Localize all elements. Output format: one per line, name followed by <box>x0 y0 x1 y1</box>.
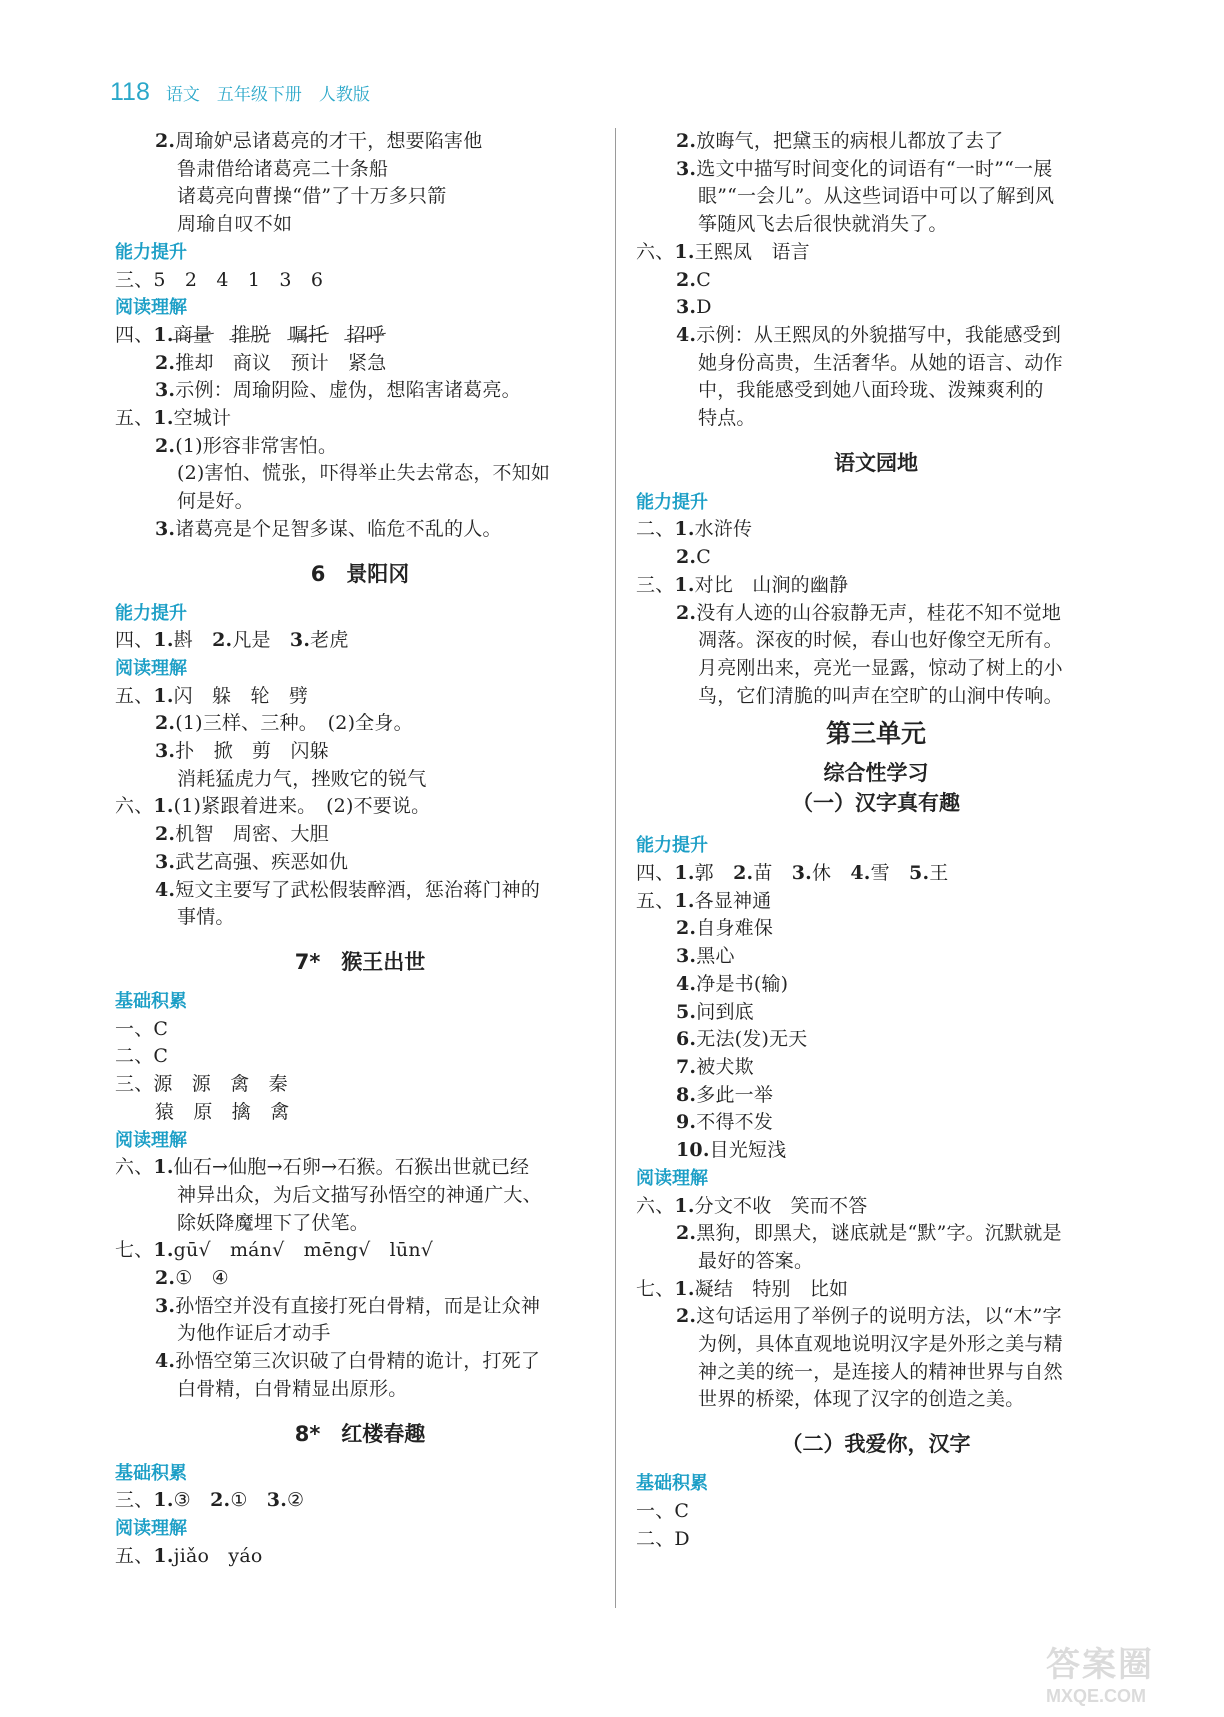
answer-text: (2)害怕、慌张，吓得举止失去常态，不知如 <box>177 462 551 485</box>
item-number: 3. <box>155 379 176 402</box>
answer-line <box>115 738 605 766</box>
item-number: 4. <box>155 1350 176 1373</box>
answer-line <box>115 183 605 211</box>
answer-line <box>636 999 1116 1027</box>
answer-line <box>636 915 1116 943</box>
item-number: 4. <box>155 878 176 901</box>
answer-text: 神之美的统一，是连接人的精神世界与自然 <box>698 1360 1063 1383</box>
answer-line <box>636 156 1116 184</box>
item-number: 1. <box>674 518 695 541</box>
answer-line <box>636 322 1116 350</box>
answer-line <box>115 156 605 184</box>
item-number: 1. <box>153 684 174 707</box>
item-number: 2. <box>155 434 176 457</box>
answer-text: 为他作证后才动手 <box>177 1322 331 1345</box>
item-number: 2. <box>676 546 697 569</box>
answer-line <box>636 572 1116 600</box>
answer-line <box>636 1526 1116 1554</box>
answer-text: 一、C <box>636 1499 690 1522</box>
answer-line <box>115 211 605 239</box>
answer-line <box>636 971 1116 999</box>
answer-line <box>636 1026 1116 1054</box>
answer-text: 猿 原 擒 禽 <box>155 1100 290 1123</box>
answer-text: 选文中描写时间变化的词语有“一时”“一展 <box>696 157 1053 180</box>
section-label: 阅读理解 <box>115 1517 187 1539</box>
answer-line <box>636 627 1116 655</box>
section-label: 能力提升 <box>115 241 187 263</box>
answer-line <box>115 433 605 461</box>
question-group-number: 四、 <box>115 629 154 652</box>
answer-line <box>115 1348 605 1376</box>
section-label: 阅读理解 <box>115 297 187 319</box>
answer-line <box>115 904 605 932</box>
answer-line <box>636 1082 1116 1110</box>
question-group-number: 五、 <box>115 684 154 707</box>
answer-text: 老虎 <box>310 629 349 652</box>
answer-line <box>115 267 605 295</box>
item-number: 1. <box>153 1156 174 1179</box>
item-number: 3. <box>155 1294 176 1317</box>
answer-text: 郭 <box>694 862 734 885</box>
item-number: 3. <box>155 517 176 540</box>
lesson-heading: （二）我爱你，汉字 <box>781 1432 971 1457</box>
answer-text: ③ <box>173 1489 211 1512</box>
answer-text: jiǎo yáo <box>173 1544 263 1567</box>
item-number: 10. <box>676 1139 710 1162</box>
answer-text: 空城计 <box>173 407 232 430</box>
answer-text: 闪 躲 轮 劈 <box>173 684 309 707</box>
answer-text: 仙石→仙胞→石卵→石猴。石猴出世就已经 <box>173 1156 530 1179</box>
item-number: 3. <box>289 629 311 652</box>
column-divider <box>615 128 616 1608</box>
answer-text: 黑狗，即黑犬，谜底就是“默”字。沉默就是 <box>696 1222 1062 1245</box>
answer-text: 雪 <box>870 862 910 885</box>
answer-text: 诸葛亮是个足智多谋、临危不乱的人。 <box>175 517 502 540</box>
item-number: 5. <box>676 1000 697 1023</box>
answer-line <box>636 943 1116 971</box>
item-number: 2. <box>155 712 176 735</box>
item-number: 2. <box>676 1305 697 1328</box>
item-number: 2. <box>155 351 176 374</box>
answer-text: 凝结 特别 比如 <box>694 1277 849 1300</box>
answer-line <box>115 1487 605 1515</box>
question-group-number: 六、 <box>115 795 154 818</box>
item-number: 1. <box>674 1277 695 1300</box>
section-label: 基础积累 <box>115 990 187 1012</box>
answer-text: (1)紧跟着进来。 (2)不要说。 <box>173 795 431 818</box>
item-number: 2. <box>676 268 697 291</box>
question-group-number: 五、 <box>115 407 154 430</box>
answer-text: 示例：周瑜阴险、虚伪，想陷害诸葛亮。 <box>175 379 521 402</box>
answer-line <box>115 1099 605 1127</box>
answer-line <box>115 350 605 378</box>
answer-text: 中，我能感受到她八面玲珑、泼辣爽利的 <box>698 379 1044 402</box>
right-column <box>636 128 1116 1553</box>
lesson-heading: 8* 红楼春趣 <box>294 1421 426 1446</box>
answer-line <box>636 683 1116 711</box>
answer-line <box>115 766 605 794</box>
section-label: 阅读理解 <box>636 1167 708 1189</box>
answer-line <box>636 211 1116 239</box>
question-group-number: 六、 <box>115 1156 154 1179</box>
answer-line <box>636 1137 1116 1165</box>
answer-text: 白骨精，白骨精显出原形。 <box>177 1377 408 1400</box>
answer-text: 放晦气，把黛玉的病根儿都放了去了 <box>696 130 1004 152</box>
item-number: 3. <box>676 296 697 319</box>
section-label: 基础积累 <box>115 1462 187 1484</box>
item-number: 1. <box>153 407 174 430</box>
item-number: 4. <box>676 323 697 346</box>
answer-line <box>636 1498 1116 1526</box>
answer-line <box>115 1265 605 1293</box>
answer-text: 王 <box>929 862 949 885</box>
item-number: 2. <box>210 1489 231 1512</box>
struck-word: 商量 <box>174 322 212 350</box>
answer-text: 孙悟空并没有直接打死白骨精，而是让众神 <box>175 1294 541 1317</box>
question-group-number: 七、 <box>115 1239 154 1262</box>
watermark-url: MXQE.COM <box>1046 1686 1147 1706</box>
item-number: 9. <box>676 1111 697 1134</box>
answer-text: 三、5 2 4 1 3 6 <box>115 268 324 291</box>
sub-heading: 综合性学习 <box>823 761 929 786</box>
item-number: 2. <box>155 130 176 152</box>
section-label: 阅读理解 <box>115 1129 187 1151</box>
answer-text: 世界的桥梁，体现了汉字的创造之美。 <box>698 1388 1025 1411</box>
question-group-number: 三、 <box>115 1489 154 1512</box>
item-number: 2. <box>212 629 233 652</box>
answer-line <box>115 627 605 655</box>
item-number: 2. <box>155 1267 176 1290</box>
unit-heading: 第三单元 <box>825 719 926 749</box>
answer-text: C <box>696 546 711 569</box>
page-header <box>110 78 370 112</box>
answer-line <box>636 544 1116 572</box>
item-number: 2. <box>733 862 754 885</box>
answer-text: 这句话运用了举例子的说明方法，以“木”字 <box>696 1305 1062 1328</box>
answer-line <box>636 128 1116 156</box>
answer-text: 扑 掀 剪 闪躲 <box>175 740 329 763</box>
question-group-number: 四、 <box>115 323 154 346</box>
answer-line <box>636 183 1116 211</box>
answer-line <box>115 488 605 516</box>
answer-line <box>636 600 1116 628</box>
answer-text: 诸葛亮向曹操“借”了十万多只箭 <box>177 185 447 208</box>
answer-line <box>115 683 605 711</box>
item-number: 1. <box>674 889 695 912</box>
answer-text: 王熙凤 语言 <box>694 240 810 263</box>
item-number: 2. <box>676 130 697 152</box>
answer-text: 孙悟空第三次识破了白骨精的诡计，打死了 <box>175 1350 541 1373</box>
answer-line <box>115 128 605 156</box>
item-number: 2. <box>676 601 697 624</box>
answer-text: 推却 商议 预计 紧急 <box>175 351 387 374</box>
answer-text: 鲁肃借给诸葛亮二十条船 <box>177 157 389 180</box>
answer-line <box>115 1043 605 1071</box>
watermark-text: 答案圈 <box>1046 1645 1154 1685</box>
answer-line <box>636 888 1116 916</box>
answer-text: 为例，具体直观地说明汉字是外形之美与精 <box>698 1333 1063 1356</box>
answer-text: 斟 <box>173 629 213 652</box>
question-group-number: 三、 <box>636 573 675 596</box>
answer-line <box>636 1109 1116 1137</box>
answer-text: 特点。 <box>698 407 756 430</box>
answer-line <box>636 377 1116 405</box>
answer-text: 何是好。 <box>177 490 254 513</box>
answer-line <box>115 821 605 849</box>
item-number: 3. <box>155 740 176 763</box>
item-number: 3. <box>155 850 176 873</box>
answer-text: ① ④ <box>175 1267 229 1290</box>
struck-word: 推脱 <box>231 322 269 350</box>
answer-line <box>115 877 605 905</box>
question-group-number: 七、 <box>636 1277 675 1300</box>
answer-text: 黑心 <box>696 945 735 968</box>
answer-text: 苗 <box>753 862 792 885</box>
item-number: 5. <box>909 862 930 885</box>
answer-text: 分文不收 笑而不答 <box>694 1194 868 1217</box>
answer-text: 无法(发)无天 <box>696 1028 808 1051</box>
answer-line <box>115 1543 605 1571</box>
answer-text: 一、C <box>115 1017 169 1040</box>
answer-text: 她身份高贵，生活奢华。从她的语言、动作 <box>698 351 1063 374</box>
spacer <box>636 818 1116 832</box>
item-number: 1. <box>153 1544 174 1567</box>
lesson-heading: 7* 猴王出世 <box>294 949 426 974</box>
answer-line <box>115 1210 605 1238</box>
item-number: 4. <box>676 972 697 995</box>
answer-line <box>636 405 1116 433</box>
answer-line <box>115 1182 605 1210</box>
answer-line <box>115 1071 605 1099</box>
answer-line <box>636 1193 1116 1221</box>
answer-line <box>115 1293 605 1321</box>
book-title: 语文 五年级下册 人教版 <box>165 85 370 105</box>
answer-text: 被犬欺 <box>696 1055 754 1078</box>
item-number: 3. <box>676 945 697 968</box>
answer-line <box>636 239 1116 267</box>
item-number: 1. <box>153 1489 174 1512</box>
answer-line <box>636 860 1116 888</box>
answer-text: 除妖降魔埋下了伏笔。 <box>177 1211 370 1234</box>
answer-line <box>636 350 1116 378</box>
item-number: 2. <box>155 823 176 846</box>
answer-text: 示例：从王熙凤的外貌描写中，我能感受到 <box>696 323 1062 346</box>
section-label: 能力提升 <box>636 835 708 857</box>
answer-line <box>115 1154 605 1182</box>
answer-text: (1)三样、三种。 (2)全身。 <box>175 712 413 735</box>
item-number: 3. <box>791 862 812 885</box>
answer-text: 武艺高强、疾恶如仇 <box>175 850 349 873</box>
answer-text: 休 <box>811 862 851 885</box>
answer-text: gū√ mán√ mēng√ lūn√ <box>173 1239 434 1262</box>
answer-line <box>636 516 1116 544</box>
answer-text: 二、D <box>636 1527 690 1550</box>
item-number: 8. <box>676 1083 697 1106</box>
item-number: 7. <box>676 1055 697 1078</box>
answer-text: 机智 周密、大胆 <box>175 823 329 846</box>
item-number: 1. <box>674 1194 695 1217</box>
item-number: 1. <box>153 323 174 346</box>
section-label: 能力提升 <box>115 602 187 624</box>
section-label: 能力提升 <box>636 491 708 513</box>
item-number: 2. <box>676 917 697 940</box>
answer-line <box>636 267 1116 295</box>
answer-line <box>636 1054 1116 1082</box>
answer-line <box>115 793 605 821</box>
answer-text: 对比 山涧的幽静 <box>694 573 849 596</box>
answer-text: 筝随风飞去后很快就消失了。 <box>698 213 948 236</box>
answer-text: 各显神通 <box>694 889 772 912</box>
question-group-number: 六、 <box>636 1194 675 1217</box>
answer-text: 没有人迹的山谷寂静无声，桂花不知不觉地 <box>696 601 1062 624</box>
item-number: 2. <box>676 1222 697 1245</box>
answer-text: 事情。 <box>177 906 235 929</box>
item-number: 1. <box>674 862 695 885</box>
answer-line <box>636 655 1116 683</box>
answer-line <box>636 1303 1116 1331</box>
question-group-number: 五、 <box>636 889 675 912</box>
section-label: 阅读理解 <box>115 657 187 679</box>
item-number: 1. <box>153 795 174 818</box>
answer-line <box>636 1220 1116 1248</box>
answer-text: 三、源 源 禽 秦 <box>115 1073 288 1096</box>
answer-text: 眼”“一会儿”。从这些词语中可以了解到风 <box>698 185 1055 208</box>
answer-line <box>636 294 1116 322</box>
answer-text: D <box>696 296 712 319</box>
answer-line <box>636 1248 1116 1276</box>
answer-text: 月亮刚出来，亮光一显露，惊动了树上的小 <box>698 656 1063 679</box>
struck-word: 招呼 <box>346 322 384 350</box>
answer-text: 周瑜自叹不如 <box>177 213 293 236</box>
answer-line <box>115 1237 605 1265</box>
answer-text: 目光短浅 <box>709 1139 787 1162</box>
answer-line <box>115 516 605 544</box>
item-number: 3. <box>676 157 697 180</box>
answer-text: 问到底 <box>696 1000 754 1023</box>
answer-line <box>636 1331 1116 1359</box>
answer-line <box>115 322 605 350</box>
watermark-logo <box>1046 1637 1206 1706</box>
answer-line <box>115 1320 605 1348</box>
question-group-number: 六、 <box>636 240 675 263</box>
question-group-number: 五、 <box>115 1544 154 1567</box>
answer-text: 神异出众，为后文描写孙悟空的神通广大、 <box>177 1183 542 1206</box>
answer-line <box>115 1376 605 1404</box>
item-number: 1. <box>674 573 695 596</box>
question-group-number: 二、 <box>636 518 675 541</box>
answer-text: ② <box>287 1489 305 1512</box>
answer-text: 二、C <box>115 1045 169 1068</box>
answer-line <box>115 849 605 877</box>
answer-text: (1)形容非常害怕。 <box>175 434 338 457</box>
answer-text: 消耗猛虎力气，挫败它的锐气 <box>177 767 427 790</box>
answer-text: 凋落。深夜的时候，春山也好像空无所有。 <box>698 629 1063 652</box>
answer-text: 不得不发 <box>696 1111 774 1134</box>
item-number: 1. <box>153 629 174 652</box>
answer-line <box>115 460 605 488</box>
answer-text: 多此一举 <box>696 1083 774 1106</box>
answer-text: 净是书(输) <box>696 972 789 995</box>
answer-text: 最好的答案。 <box>698 1249 814 1272</box>
item-number: 1. <box>674 240 695 263</box>
sub-heading: （一）汉字真有趣 <box>792 791 960 816</box>
answer-line <box>115 405 605 433</box>
question-group-number: 四、 <box>636 862 675 885</box>
answer-line <box>636 1359 1116 1387</box>
answer-line <box>636 1386 1116 1414</box>
page-number: 118 <box>110 78 150 106</box>
answer-text: 周瑜妒忌诸葛亮的才干，想要陷害他 <box>175 130 483 152</box>
answer-line <box>115 1016 605 1044</box>
lesson-heading: 语文园地 <box>834 450 918 475</box>
section-label: 基础积累 <box>636 1473 708 1495</box>
answer-text: 自身难保 <box>696 917 774 940</box>
item-number: 4. <box>850 862 871 885</box>
item-number: 6. <box>676 1028 697 1051</box>
answer-line <box>636 1276 1116 1304</box>
left-column <box>115 128 605 1570</box>
struck-word: 嘱托 <box>289 322 327 350</box>
answer-line <box>115 377 605 405</box>
answer-text: 短文主要写了武松假装醉酒，惩治蒋门神的 <box>175 878 541 901</box>
answer-text: 凡是 <box>232 629 290 652</box>
item-number: 3. <box>266 1489 288 1512</box>
answer-line <box>115 710 605 738</box>
answer-text: 水浒传 <box>694 518 753 541</box>
lesson-heading: 6 景阳冈 <box>310 561 410 586</box>
item-number: 1. <box>153 1239 174 1262</box>
answer-text: ① <box>230 1489 267 1512</box>
answer-text: 鸟，它们清脆的叫声在空旷的山涧中传响。 <box>698 684 1063 707</box>
answer-text: C <box>696 268 711 291</box>
